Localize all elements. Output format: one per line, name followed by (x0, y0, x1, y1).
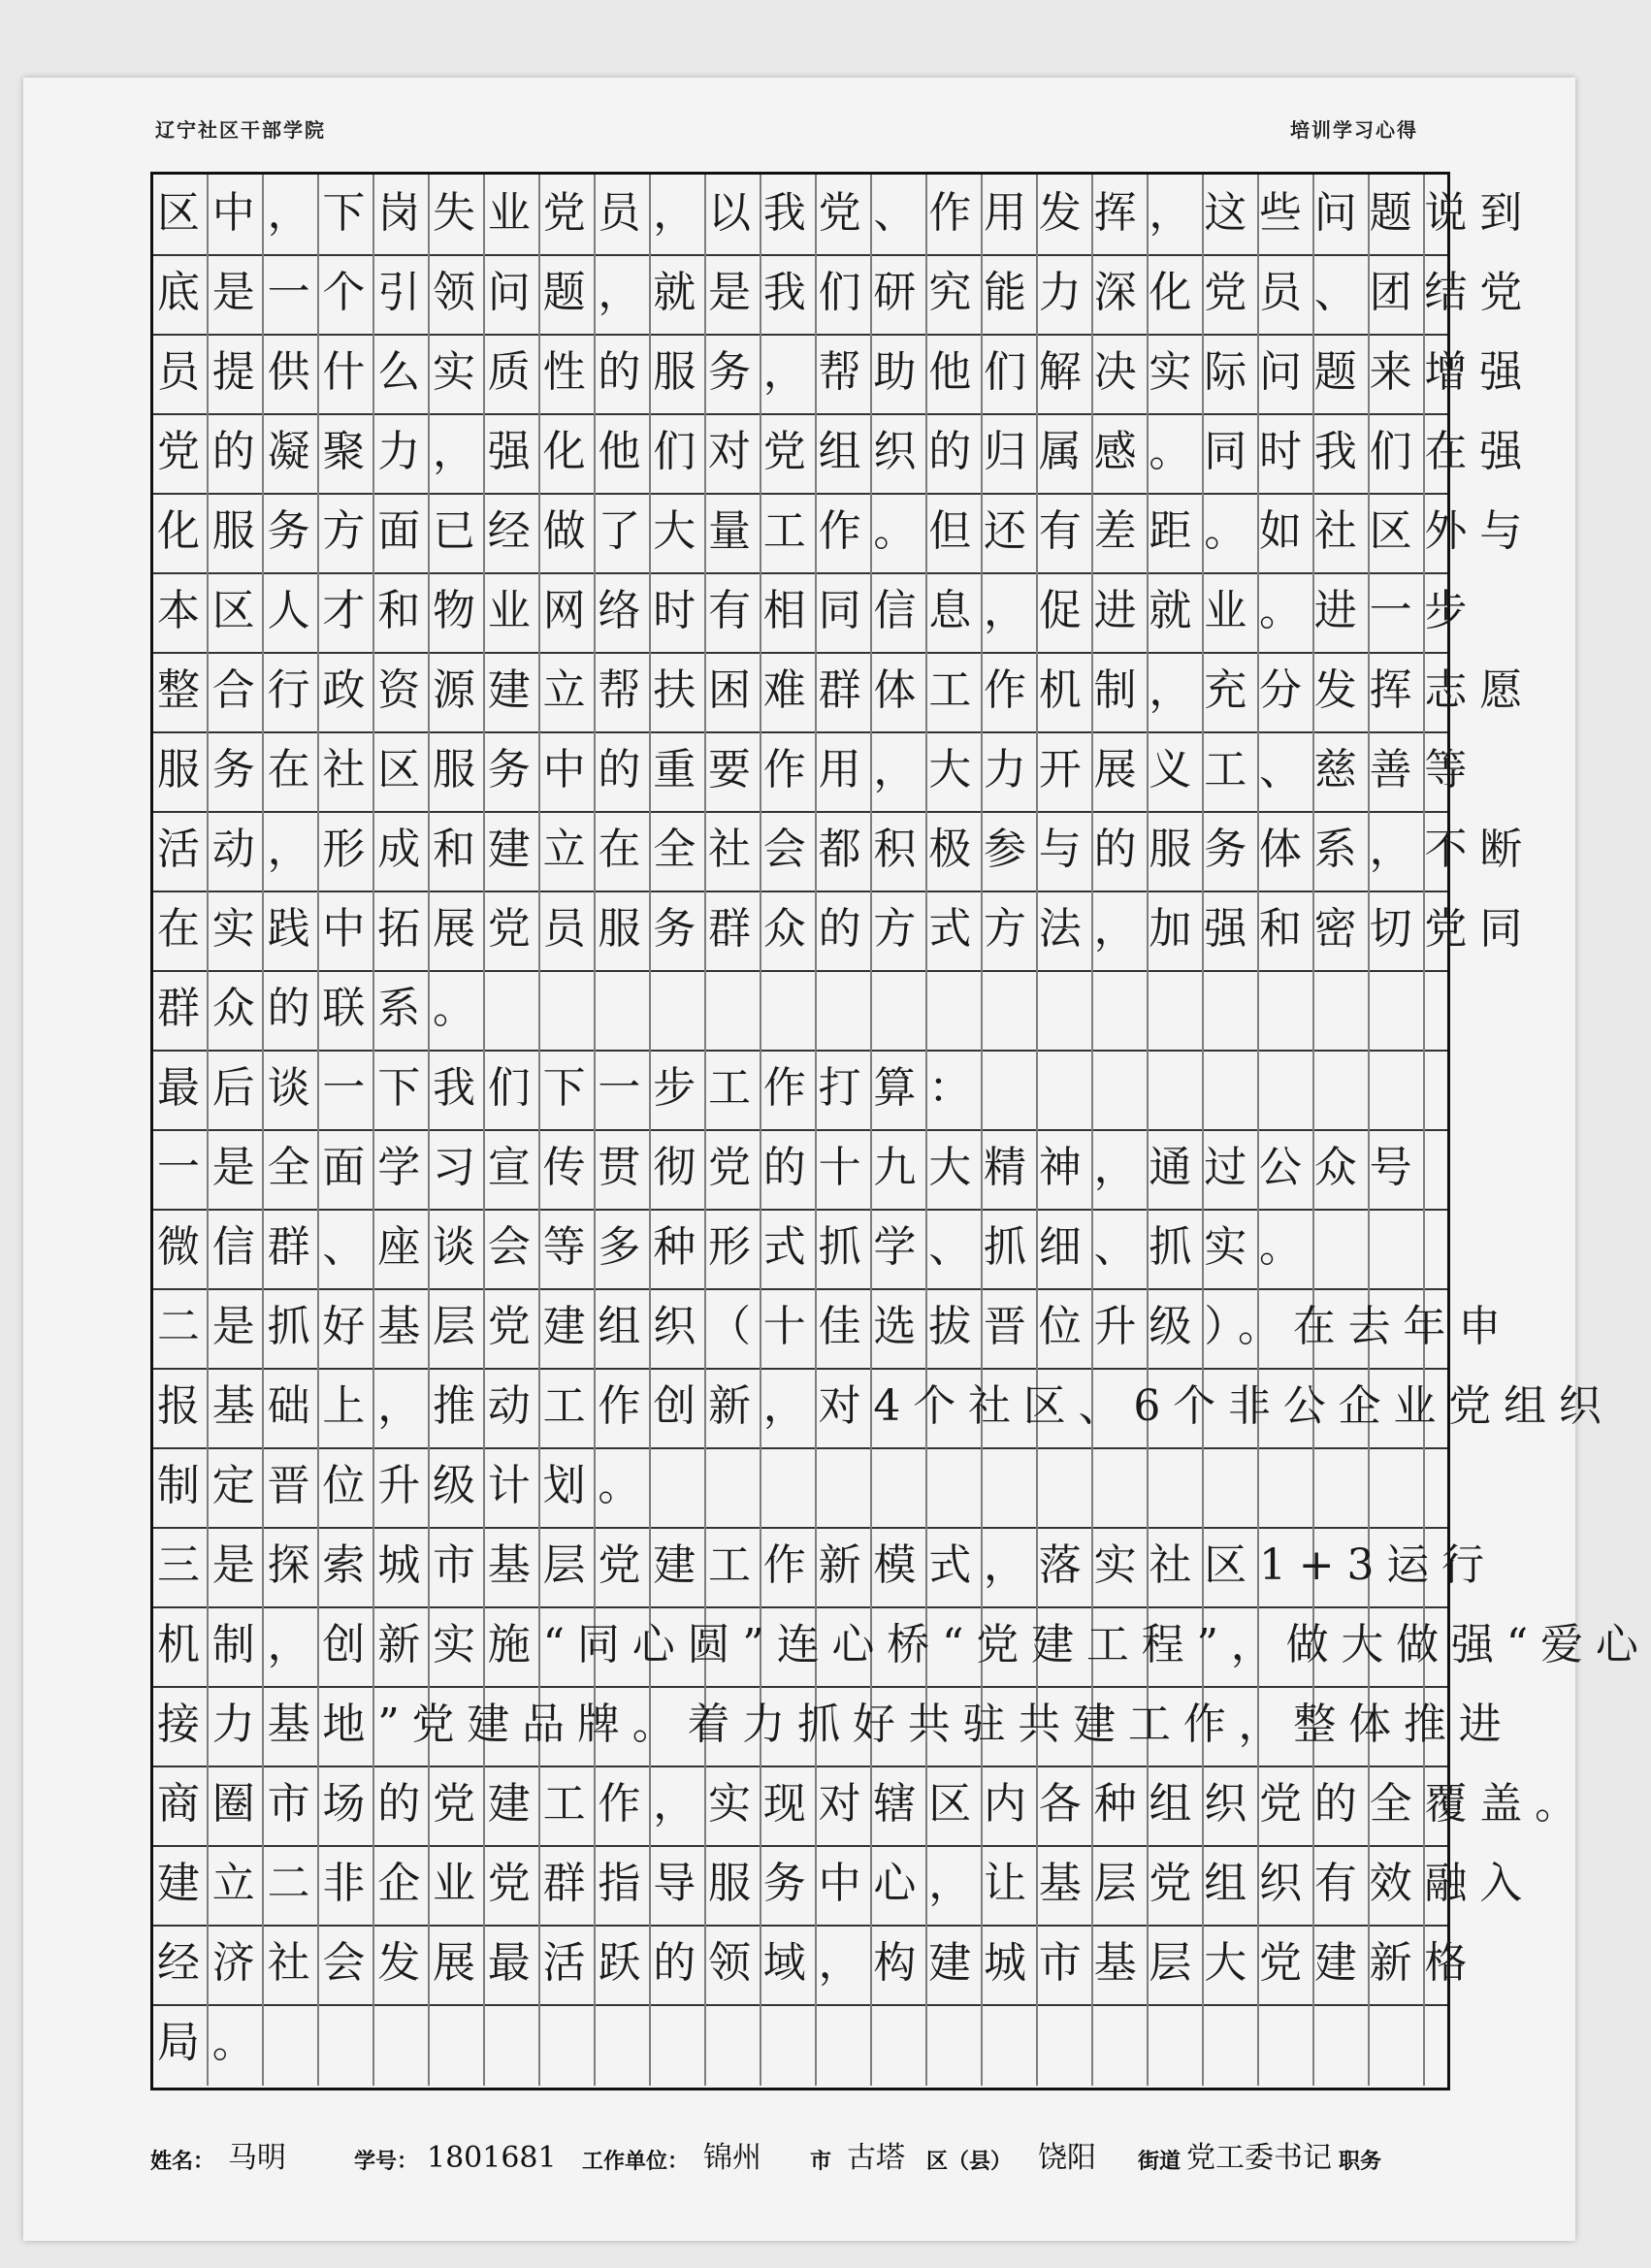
grid-row (153, 493, 1535, 574)
grid-row (153, 254, 1535, 336)
text-line: 群众的联系。 (157, 984, 488, 1033)
text-line: 区中，下岗失业党员，以我党、作用发挥，这些问题说到 (157, 188, 1535, 238)
text-line: 一是全面学习宣传贯彻党的十九大精神，通过公众号 (157, 1143, 1425, 1192)
text-line: 本区人才和物业网络时有相同信息，促进就业。进一步 (157, 586, 1480, 635)
text-line: 党的凝聚力，强化他们对党组织的归属感。同时我们在强 (157, 427, 1535, 476)
text-line: 服务在社区服务中的重要作用，大力开展义工、慈善等 (157, 745, 1480, 794)
text-line: 员提供什么实质性的服务，帮助他们解决实际问题来增强 (157, 347, 1535, 397)
grid-row (153, 334, 1535, 415)
grid-row (153, 1209, 1447, 1290)
grid-row (153, 652, 1535, 733)
text-line: 化服务方面已经做了大量工作。但还有差距。如社区外与 (157, 506, 1535, 556)
text-line: 二是抓好基层党建组织（十佳选拔晋位升级）。在去年申 (157, 1302, 1513, 1351)
text-line: 商圈市场的党建工作，实现对辖区内各种组织党的全覆盖。 (157, 1779, 1590, 1829)
text-line: 建立二非企业党群指导服务中心，让基层党组织有效融入 (157, 1859, 1535, 1908)
student-id-value: 1801681 (427, 2141, 557, 2175)
grid-row (153, 891, 1535, 972)
grid-row (153, 1606, 1651, 1688)
text-line: 接力基地”党建品牌。着力抓好共驻共建工作，整体推进 (157, 1700, 1514, 1749)
text-line: 经济社会发展最活跃的领域，构建城市基层大党建新格 (157, 1938, 1480, 1988)
writing-grid (150, 172, 1651, 2090)
city-label: 市 (810, 2150, 832, 2174)
grid-row (153, 2004, 1447, 2086)
grid-row (153, 572, 1480, 654)
job-value: 党工委书记 (1186, 2141, 1332, 2175)
grid-row (153, 970, 1447, 1052)
grid-row (153, 811, 1535, 892)
grid-row (153, 413, 1535, 495)
grid-row (153, 1686, 1514, 1767)
text-line: 制定晋位升级计划。 (157, 1461, 654, 1510)
work-unit-label: 工作单位： (582, 2150, 690, 2174)
grid-row (153, 175, 1535, 256)
city-value: 锦州 (703, 2141, 761, 2175)
grid-row (153, 1527, 1497, 1608)
grid-row (153, 1129, 1447, 1211)
street-value: 饶阳 (1038, 2141, 1096, 2175)
signature-footer (150, 2141, 1450, 2184)
street-label: 街道 (1138, 2150, 1182, 2174)
text-line: 报基础上，推动工作创新，对4个社区、6个非公企业党组织 (157, 1381, 1614, 1431)
text-line: 活动，形成和建立在全社会都积极参与的服务体系，不断 (157, 825, 1535, 874)
text-line: 局。 (157, 2018, 268, 2067)
grid-row (153, 1845, 1535, 1927)
grid-row (153, 1766, 1590, 1847)
district-value: 古塔 (847, 2141, 905, 2175)
job-label: 职务 (1339, 2150, 1382, 2174)
name-label: 姓名： (150, 2150, 215, 2174)
text-line: 在实践中拓展党员服务群众的方式方法，加强和密切党同 (157, 904, 1535, 954)
name-value: 马明 (228, 2141, 286, 2175)
institution-header: 辽宁社区干部学院 (155, 118, 326, 142)
district-label: 区（县） (926, 2150, 1013, 2174)
grid-row (153, 1368, 1614, 1449)
text-line: 微信群、座谈会等多种形式抓学、抓细、抓实。 (157, 1222, 1314, 1272)
text-line: 机制，创新实施“同心圆”连心桥“党建工程”，做大做强“爱心 (157, 1620, 1651, 1669)
document-type-header: 培训学习心得 (1290, 118, 1418, 142)
grid-row (153, 1447, 1447, 1529)
text-line: 最后谈一下我们下一步工作打算： (157, 1063, 984, 1113)
text-line: 整合行政资源建立帮扶困难群体工作机制，充分发挥志愿 (157, 665, 1535, 715)
grid-row (153, 1050, 1447, 1131)
student-id-label: 学号： (354, 2150, 419, 2174)
text-line: 三是探索城市基层党建工作新模式，落实社区1+3运行 (157, 1540, 1497, 1590)
grid-row (153, 1925, 1480, 2006)
text-line: 底是一个引领问题，就是我们研究能力深化党员、团结党 (157, 268, 1535, 317)
grid-row (153, 1288, 1513, 1370)
grid-row (153, 731, 1480, 813)
